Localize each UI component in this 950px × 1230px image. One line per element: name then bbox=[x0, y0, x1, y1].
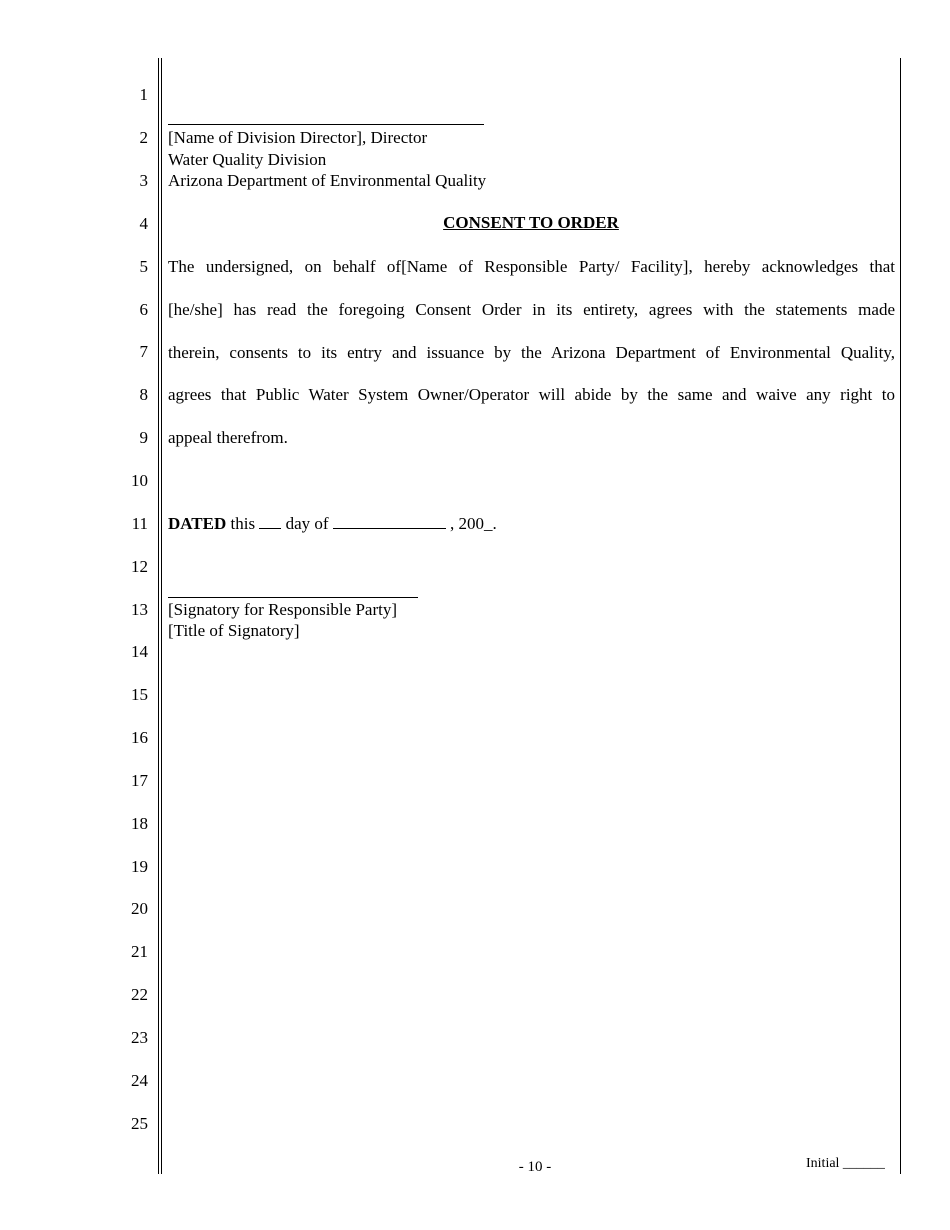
signatory-name: [Signatory for Responsible Party] bbox=[168, 600, 397, 619]
line-number: 24 bbox=[131, 1071, 148, 1090]
line-number: 7 bbox=[139, 342, 148, 361]
month-blank bbox=[333, 514, 446, 529]
line-number: 14 bbox=[131, 642, 148, 661]
director-signature-line bbox=[168, 124, 484, 125]
dated-label: DATED bbox=[168, 514, 227, 533]
initial-field: Initial ______ bbox=[806, 1156, 885, 1171]
day-blank bbox=[259, 514, 281, 529]
line-number: 13 bbox=[131, 600, 148, 619]
line-number: 1 bbox=[139, 85, 148, 104]
line-number: 19 bbox=[131, 857, 148, 876]
line-number: 4 bbox=[139, 214, 148, 233]
paragraph-line: The undersigned, on behalf of[Name of Responsible Party/ Facility], hereby acknowledges that bbox=[168, 257, 895, 276]
line-number: 25 bbox=[131, 1114, 148, 1133]
left-margin-rule-inner bbox=[161, 58, 162, 1174]
line-number: 12 bbox=[131, 557, 148, 576]
line-number: 22 bbox=[131, 985, 148, 1004]
line-number: 21 bbox=[131, 942, 148, 961]
line-number: 9 bbox=[139, 428, 148, 447]
dated-line bbox=[168, 513, 497, 534]
line-number: 15 bbox=[131, 685, 148, 704]
paragraph-line: agrees that Public Water System Owner/Operator will abide by the same and waive any right to bbox=[168, 385, 895, 404]
left-margin-rule-outer bbox=[158, 58, 159, 1174]
line-number: 11 bbox=[131, 514, 148, 533]
line-number: 5 bbox=[139, 257, 148, 276]
line-number: 10 bbox=[131, 471, 148, 490]
director-department: Arizona Department of Environmental Quality bbox=[168, 171, 487, 190]
right-margin-rule bbox=[900, 58, 901, 1174]
consent-title: CONSENT TO ORDER bbox=[443, 213, 619, 232]
line-number: 20 bbox=[131, 899, 148, 918]
paragraph-line: [he/she] has read the foregoing Consent Order in its entirety, agrees with the statements made bbox=[168, 300, 895, 319]
page-number: - 10 - bbox=[518, 1159, 552, 1175]
line-number: 18 bbox=[131, 814, 148, 833]
director-division: Water Quality Division bbox=[168, 150, 327, 169]
line-number: 17 bbox=[131, 771, 148, 790]
line-number: 8 bbox=[139, 385, 148, 404]
line-number: 6 bbox=[139, 300, 148, 319]
dated-year: , 200_. bbox=[450, 514, 497, 533]
signatory-title: [Title of Signatory] bbox=[168, 621, 300, 640]
signatory-signature-line bbox=[168, 597, 418, 598]
line-number: 16 bbox=[131, 728, 148, 747]
dated-this: this bbox=[230, 514, 256, 533]
line-number: 23 bbox=[131, 1028, 148, 1047]
line-number: 3 bbox=[139, 171, 148, 190]
dated-day-of: day of bbox=[285, 514, 329, 533]
line-number: 2 bbox=[139, 128, 148, 147]
paragraph-line-last: appeal therefrom. bbox=[168, 428, 288, 447]
paragraph-line: therein, consents to its entry and issuance by the Arizona Department of Environmental Quality, bbox=[168, 343, 895, 362]
director-name: [Name of Division Director], Director bbox=[168, 128, 428, 147]
